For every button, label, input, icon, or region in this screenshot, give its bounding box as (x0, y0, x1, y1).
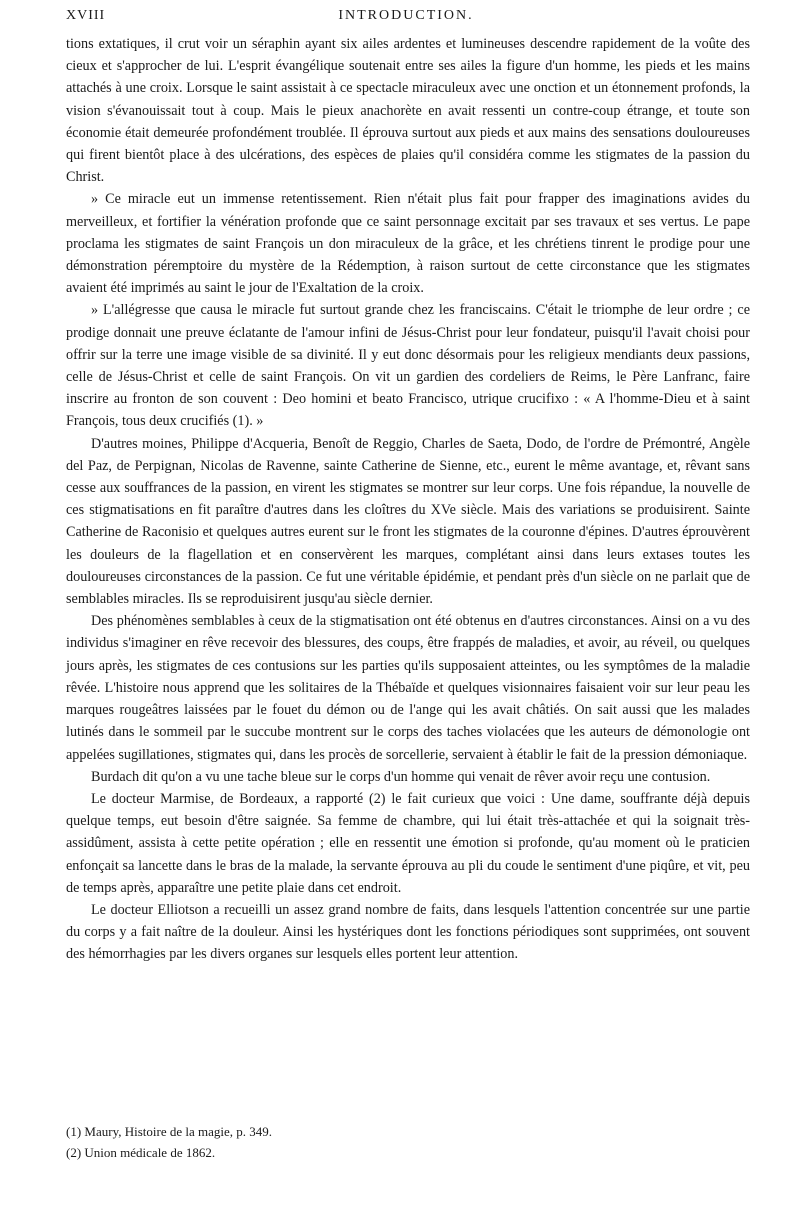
page-number: XVIII (66, 8, 106, 23)
paragraph: Burdach dit qu'on a vu une tache bleue sur le corps d'un homme qui venait de rêver avoir reçu une contusion. (91, 768, 711, 785)
paragraph: Des phénomènes semblables à ceux de la stigmatisation ont été obtenus en d'autres circonstances. Ainsi on a vu des individus s'imaginer en rêve recevoir des blessures, des coups, être frappés de maladies, et avoir, au réveil, ou quelques jours après, les stigmates de ces contusions sur les parties qu'ils supposaient atteintes, ou les symptômes de la maladie rêvée. L'histoire nous apprend que les solitaires de la Thébaïde et quelques visionnaires faisaient voir sur leur peau les marques rougeâtres laissées par le fouet du démon ou de l'ange qui les avait châtiés. On sait aussi que les malades lutinés dans le sommeil par le succube montrent sur le corps des taches violacées que les auteurs de démonologie ont appelées sugillationes, stigmates qui, dans les procès de sorcellerie, servaient à établir le fait de la pression démoniaque. (66, 613, 750, 763)
paragraph: » Ce miracle eut un immense retentissement. Rien n'était plus fait pour frapper des imaginations avides du merveilleux, et fortifier la vénération profonde que ce saint personnage excitait par ses travaux et ses vertus. Le pape proclama les stigmates de saint François un don miraculeux de la grâce, et les chrétiens tinrent le prodige pour une démonstration péremptoire du mystère de la Rédemption, à raison surtout de cette circonstance que les stigmates avaient été imprimés au saint le jour de l'Exaltation de la croix. (66, 191, 750, 297)
body-text (66, 33, 750, 966)
paragraph: D'autres moines, Philippe d'Acqueria, Benoît de Reggio, Charles de Saeta, Dodo, de l'ordre de Prémontré, Angèle del Paz, de Perpignan, Nicolas de Ravenne, sainte Catherine de Sienne, etc., eurent le même avantage, et, rêvant sans cesse aux souffrances de la passion, en virent les stigmates se montrer sur leur corps. Une fois répandue, la nouvelle de ces stigmatisations en fit paraître d'autres dans les cloîtres du XVe siècle. Mais des variations se produisirent. Sainte Catherine de Raconisio et quelques autres eurent sur le front les stigmates de la couronne d'épines. D'autres éprouvèrent les douleurs de la flagellation et en conservèrent les marques, complétant ainsi dans leurs extases toutes les douloureuses circonstances de la passion. Ce fut une véritable épidémie, et pendant près d'un siècle on ne parlait que de semblables miracles. Ils se reproduisirent jusqu'au siècle dernier. (66, 435, 750, 608)
footnote: (1) Maury, Histoire de la magie, p. 349. (66, 1124, 273, 1139)
running-head (66, 8, 746, 28)
paragraph: Le docteur Elliotson a recueilli un assez grand nombre de faits, dans lesquels l'attention concentrée sur une partie du corps y a fait naître de la douleur. Ainsi les hystériques dont les fonctions périodiques sont supprimées, ont souvent des hémorrhagies par les divers organes sur lesquels elles portent leur attention. (66, 901, 750, 963)
paragraph: Le docteur Marmise, de Bordeaux, a rapporté (2) le fait curieux que voici : Une dame, souffrante déjà depuis quelque temps, eut besoin d'être saignée. Sa femme de chambre, qui lui était très-attachée et qui la soignait très-assidûment, assista à cette petite opération ; elle en ressentit une émotion si profonde, qu'au moment où le praticien enfonçait sa lancette dans le bras de la malade, la servante éprouva au pli du coude le sentiment d'une piqûre, et vit, peu de temps après, apparaître une petite plaie dans cet endroit. (66, 790, 750, 896)
paragraph: tions extatiques, il crut voir un séraphin ayant six ailes ardentes et lumineuses descendre rapidement de la voûte des cieux et s'approcher de lui. L'esprit évangélique soutenait entre ses ailes la figure d'un homme, les pieds et les mains attachés à une croix. Lorsque le saint assistait à ce spectacle miraculeux avec une onction et un étonnement profonds, la vision s'évanouissait tout à coup. Mais le pieux anachorète en avait ressenti un contre-coup étrange, et toute son économie était demeurée profondément troublée. Il éprouva surtout aux pieds et aux mains des sensations douloureuses qui firent bientôt place à des ulcérations, des espèces de plaies qu'il considéra comme les stigmates de la passion du Christ. (66, 36, 750, 186)
footnote: (2) Union médicale de 1862. (66, 1145, 216, 1160)
paragraph: » L'allégresse que causa le miracle fut surtout grande chez les franciscains. C'était le triomphe de leur ordre ; ce prodige donnait une preuve éclatante de l'amour infini de Jésus-Christ pour leur fondateur, puisqu'il l'avait choisi pour offrir sur la terre une image visible de sa divinité. Il y eut donc désormais pour les religieux mendiants deux passions, celle de Jésus-Christ et celle de saint François. On vit un gardien des cordeliers de Reims, le Père Lanfranc, faire inscrire au fronton de son couvent : Deo homini et beato Francisco, utrique crucifixo : « A l'homme-Dieu et à saint François, tous deux crucifiés (1). » (66, 302, 750, 430)
chapter-title: INTRODUCTION. (338, 8, 474, 23)
footnotes (66, 1121, 750, 1163)
